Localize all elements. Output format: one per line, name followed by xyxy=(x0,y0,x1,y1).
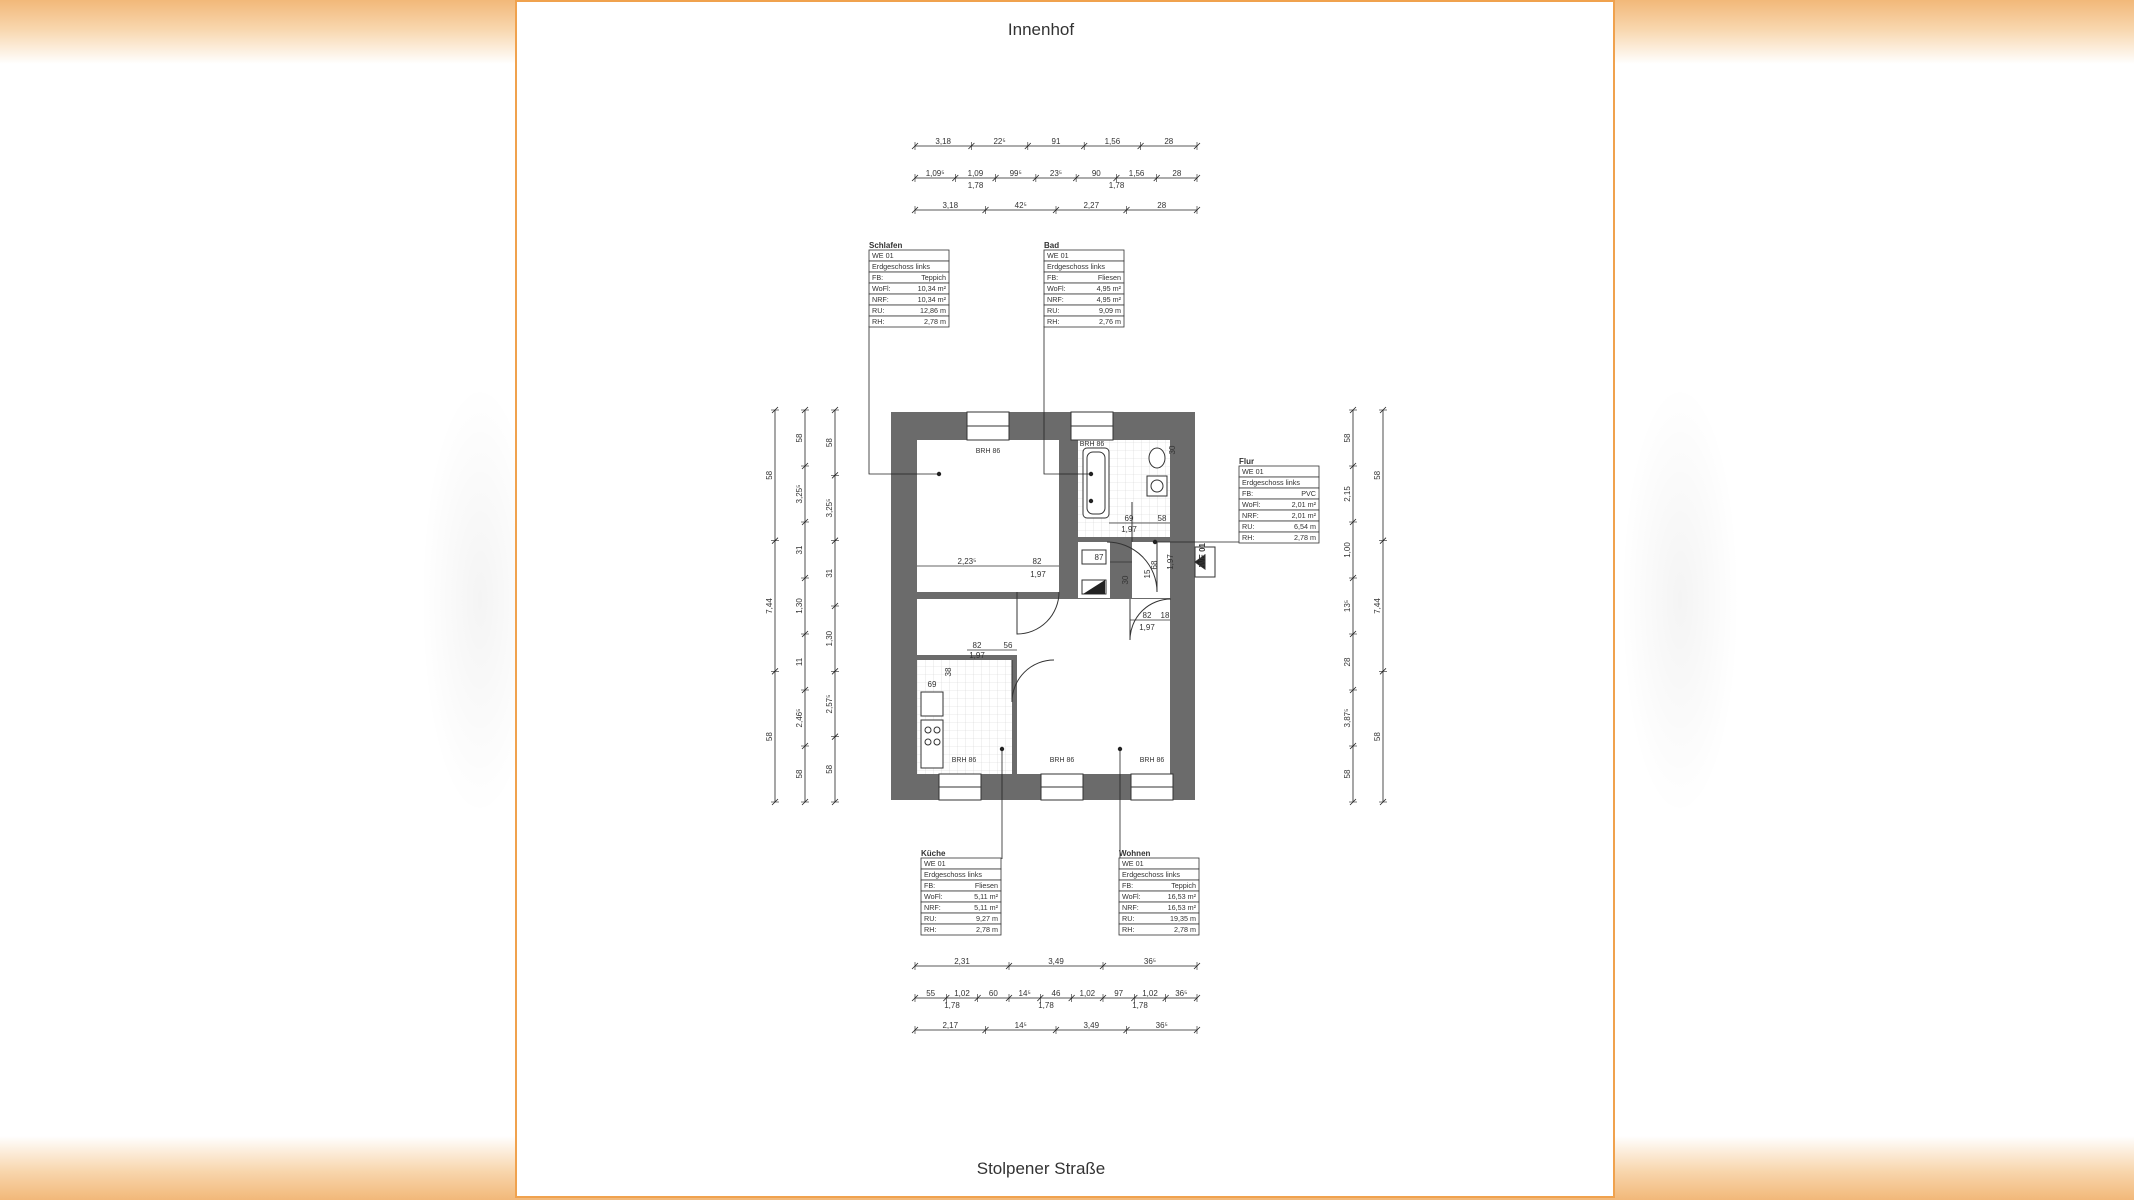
svg-text:68: 68 xyxy=(1150,560,1159,570)
brh-label: BRH 86 xyxy=(1049,757,1075,764)
dimension-label: 28 xyxy=(1172,169,1182,178)
room-field-label: WoFl: xyxy=(1047,284,1066,293)
room-info-schlafen xyxy=(869,241,949,327)
dimension-label: 1,09 xyxy=(967,169,984,178)
dimension-label: 3,18 xyxy=(942,201,959,210)
room-field-label: FB: xyxy=(1047,273,1059,282)
dimension-label: 55 xyxy=(926,989,936,998)
toilet-icon xyxy=(1149,448,1165,468)
svg-text:82: 82 xyxy=(1032,557,1042,566)
room-field-label: RH: xyxy=(1047,317,1060,326)
dimension-label: 14⁵ xyxy=(1018,989,1031,998)
room-field-wofl: 4,95 m² xyxy=(1096,284,1121,293)
svg-text:2,23⁵: 2,23⁵ xyxy=(957,557,977,566)
dimension-label: 1,00 xyxy=(1343,542,1352,558)
room-field-label: FB: xyxy=(1242,489,1254,498)
floor-plan-sheet xyxy=(515,0,1615,1198)
dimension-chain-horizontal xyxy=(912,957,1200,970)
room-name: Flur xyxy=(1239,457,1255,466)
svg-text:1,97: 1,97 xyxy=(1030,570,1046,579)
dimension-sublabel: 1,78 xyxy=(1132,1001,1148,1010)
room-field-fb: Fliesen xyxy=(974,881,998,890)
dimension-chain-vertical xyxy=(1343,407,1357,805)
room-field-fb: Teppich xyxy=(1171,881,1196,890)
room-field-label: RU: xyxy=(1047,306,1060,315)
dimension-label: 3,49 xyxy=(1048,957,1064,966)
room-field-nrf: 2,01 m² xyxy=(1291,511,1316,520)
room-field-ru: 12,86 m xyxy=(920,306,946,315)
room-field-ru: 9,09 m xyxy=(1099,306,1121,315)
room-field-nrf: 5,11 m² xyxy=(974,903,998,912)
label-innenhof: Innenhof xyxy=(1007,20,1075,39)
svg-text:1,97: 1,97 xyxy=(1166,554,1175,570)
room-field-rh: 2,78 m xyxy=(1174,925,1196,934)
dimension-label: 1,56 xyxy=(1128,169,1145,178)
room-field-label: WE 01 xyxy=(872,251,894,260)
svg-text:56: 56 xyxy=(1003,641,1013,650)
room-name: Schlafen xyxy=(869,241,903,250)
svg-text:82: 82 xyxy=(1142,611,1152,620)
entrance-label: WE 01 xyxy=(1198,542,1207,567)
room-field-nrf: 4,95 m² xyxy=(1096,295,1121,304)
dimension-label: 1,30 xyxy=(795,598,804,614)
room-field-label: RU: xyxy=(872,306,885,315)
dimension-label: 58 xyxy=(825,438,834,448)
room-field-label: FB: xyxy=(872,273,884,282)
dimension-label: 2,27 xyxy=(1083,201,1100,210)
room-field-nrf: 10,34 m² xyxy=(917,295,946,304)
dimension-label: 58 xyxy=(1343,769,1352,779)
room-name: Küche xyxy=(921,849,946,858)
sink-icon xyxy=(921,692,943,716)
dimension-label: 58 xyxy=(1373,470,1382,480)
room-field-label: WE 01 xyxy=(1242,467,1264,476)
dimension-label: 58 xyxy=(795,433,804,443)
dimension-chain-vertical xyxy=(1373,407,1387,805)
room-field-label: WE 01 xyxy=(924,859,946,868)
dimension-label: 1,02 xyxy=(954,989,970,998)
svg-text:38: 38 xyxy=(944,667,953,677)
dimension-label: 3,49 xyxy=(1083,1021,1100,1030)
dimension-label: 14⁵ xyxy=(1014,1021,1027,1030)
label-street: Stolpener Straße xyxy=(976,1159,1106,1178)
room-field-wofl: 2,01 m² xyxy=(1291,500,1316,509)
dimension-label: 42⁵ xyxy=(1014,201,1027,210)
room-info-kueche xyxy=(921,849,1001,935)
dimension-label: 13⁵ xyxy=(1343,599,1352,613)
dimension-label: 1,56 xyxy=(1104,137,1121,146)
dimension-label: 36⁵ xyxy=(1175,989,1188,998)
dimension-label: 3,87⁵ xyxy=(1343,708,1352,728)
svg-text:82: 82 xyxy=(972,641,982,650)
dimension-label: 28 xyxy=(1164,137,1174,146)
room-field-label: WoFl: xyxy=(1242,500,1261,509)
room-info-wohnen xyxy=(1119,849,1199,935)
room-field-label: NRF: xyxy=(924,903,941,912)
room-field-label: RH: xyxy=(1122,925,1135,934)
svg-text:1,97: 1,97 xyxy=(1121,525,1137,534)
room-field-label: WE 01 xyxy=(1047,251,1069,260)
dimension-label: 99⁵ xyxy=(1009,169,1022,178)
dimension-label: 7,44 xyxy=(1373,598,1382,614)
dimension-label: 22⁵ xyxy=(993,137,1006,146)
dimension-label: 2,15 xyxy=(1343,486,1352,502)
dimension-label: 36⁵ xyxy=(1143,957,1157,966)
dimension-chain-vertical xyxy=(795,407,809,805)
room-field-label: NRF: xyxy=(1047,295,1064,304)
dimension-label: 31 xyxy=(825,568,834,578)
dimension-label: 1,02 xyxy=(1142,989,1158,998)
dimension-chain-vertical xyxy=(825,407,839,805)
room-name: Bad xyxy=(1044,241,1060,250)
room-info-bad xyxy=(1044,241,1124,327)
brh-label: BRH 86 xyxy=(975,448,1001,455)
room-field-ru: 6,54 m xyxy=(1294,522,1316,531)
dimension-label: 3,25⁵ xyxy=(795,484,804,504)
room-field-rh: 2,78 m xyxy=(1294,533,1316,542)
room-field-rh: 2,78 m xyxy=(976,925,998,934)
dimension-label: 58 xyxy=(1343,433,1352,443)
dimension-label: 31 xyxy=(795,545,804,555)
svg-text:69: 69 xyxy=(927,680,937,689)
room-field-label: RU: xyxy=(1122,914,1135,923)
room-field-label: WoFl: xyxy=(872,284,891,293)
dimension-label: 1,30 xyxy=(825,630,834,647)
svg-text:69: 69 xyxy=(1124,514,1134,523)
dimension-label: 1,02 xyxy=(1079,989,1096,998)
room-field-label: Erdgeschoss links xyxy=(924,870,982,879)
dimension-sublabel: 1,78 xyxy=(967,181,984,190)
svg-text:87: 87 xyxy=(1094,553,1104,562)
dimension-label: 58 xyxy=(795,769,804,779)
dimension-chain-horizontal xyxy=(912,1021,1200,1034)
dimension-sublabel: 1,78 xyxy=(1108,181,1125,190)
dimension-label: 58 xyxy=(765,732,774,742)
room-field-label: FB: xyxy=(924,881,936,890)
svg-text:1,97: 1,97 xyxy=(1139,623,1155,632)
dimension-label: 28 xyxy=(1157,201,1167,210)
brh-label: BRH 86 xyxy=(951,757,977,764)
dimension-label: 58 xyxy=(825,764,834,774)
room-field-label: FB: xyxy=(1122,881,1134,890)
dimension-label: 58 xyxy=(765,470,774,480)
room-field-wofl: 16,53 m² xyxy=(1167,892,1196,901)
room-field-wofl: 10,34 m² xyxy=(917,284,946,293)
dimension-label: 60 xyxy=(988,989,998,998)
room-field-rh: 2,78 m xyxy=(924,317,946,326)
dimension-label: 46 xyxy=(1051,989,1061,998)
room-field-wofl: 5,11 m² xyxy=(974,892,998,901)
dimension-label: 11 xyxy=(795,657,804,667)
dimension-chain-horizontal xyxy=(912,169,1200,190)
dimension-chain-vertical xyxy=(765,407,779,805)
room-field-nrf: 16,53 m² xyxy=(1167,903,1196,912)
room-field-label: NRF: xyxy=(1242,511,1259,520)
dimension-label: 3,25⁵ xyxy=(825,498,834,518)
room-field-label: Erdgeschoss links xyxy=(1122,870,1180,879)
room-field-label: RU: xyxy=(1242,522,1255,531)
room-field-label: RH: xyxy=(872,317,885,326)
dimension-label: 90 xyxy=(1091,169,1101,178)
floor-plan-drawing xyxy=(517,2,1617,1200)
room-field-fb: Fliesen xyxy=(1097,273,1121,282)
brh-label: BRH 86 xyxy=(1079,441,1105,448)
svg-text:15: 15 xyxy=(1143,569,1152,579)
room-field-label: WoFl: xyxy=(1122,892,1141,901)
dimension-label: 1,09⁵ xyxy=(925,169,945,178)
room-field-label: RU: xyxy=(924,914,937,923)
room-field-fb: PVC xyxy=(1301,489,1316,498)
dimension-label: 2,17 xyxy=(942,1021,959,1030)
dimension-sublabel: 1,78 xyxy=(944,1001,960,1010)
dimension-label: 7,44 xyxy=(765,598,774,614)
dimension-label: 3,18 xyxy=(935,137,951,146)
brh-label: BRH 86 xyxy=(1139,757,1165,764)
svg-text:18: 18 xyxy=(1160,611,1170,620)
room-field-fb: Teppich xyxy=(921,273,946,282)
dimension-label: 23⁵ xyxy=(1049,169,1063,178)
dimension-sublabel: 1,78 xyxy=(1038,1001,1054,1010)
room-field-label: Erdgeschoss links xyxy=(1242,478,1300,487)
dimension-label: 91 xyxy=(1051,137,1061,146)
dimension-label: 2,31 xyxy=(954,957,970,966)
room-field-label: WE 01 xyxy=(1122,859,1144,868)
room-name: Wohnen xyxy=(1119,849,1151,858)
dimension-chain-horizontal xyxy=(912,989,1200,1010)
room-field-ru: 9,27 m xyxy=(976,914,998,923)
dimension-label: 36⁵ xyxy=(1155,1021,1168,1030)
dimension-chain-horizontal xyxy=(912,201,1200,214)
room-field-label: RH: xyxy=(924,925,937,934)
room-field-label: Erdgeschoss links xyxy=(1047,262,1105,271)
room-field-label: NRF: xyxy=(872,295,889,304)
svg-text:30: 30 xyxy=(1121,575,1130,585)
room-field-label: Erdgeschoss links xyxy=(872,262,930,271)
dimension-label: 2,57⁵ xyxy=(825,694,834,714)
room-field-ru: 19,35 m xyxy=(1170,914,1196,923)
svg-text:30: 30 xyxy=(1168,445,1177,455)
dimension-label: 28 xyxy=(1343,657,1352,667)
background-ghost-right xyxy=(1620,380,1740,820)
dimension-chain-horizontal xyxy=(912,137,1200,150)
room-field-label: NRF: xyxy=(1122,903,1139,912)
dimension-label: 2,46⁵ xyxy=(795,708,804,728)
room-field-rh: 2,76 m xyxy=(1099,317,1121,326)
room-info-flur xyxy=(1239,457,1319,543)
room-field-label: RH: xyxy=(1242,533,1255,542)
room-field-label: WoFl: xyxy=(924,892,943,901)
svg-text:58: 58 xyxy=(1157,514,1167,523)
svg-text:1,97: 1,97 xyxy=(969,651,985,660)
dimension-label: 58 xyxy=(1373,732,1382,742)
dimension-label: 97 xyxy=(1114,989,1124,998)
